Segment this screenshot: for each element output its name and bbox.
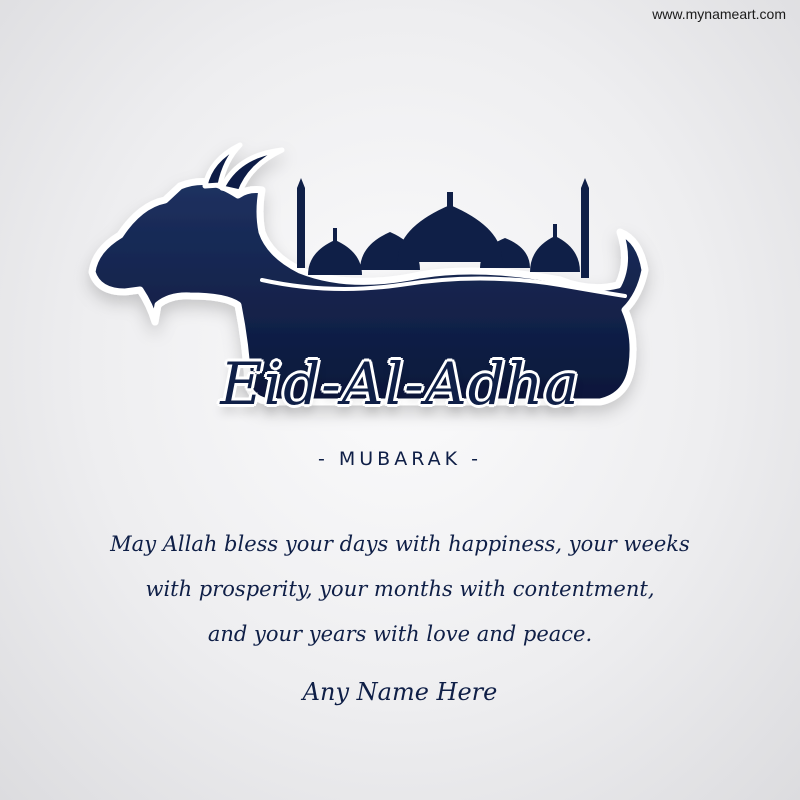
website-watermark: www.mynameart.com: [652, 6, 786, 22]
mosque-icon: [297, 160, 589, 278]
message-line: and your years with love and peace.: [207, 622, 593, 646]
greeting-message: [100, 522, 700, 657]
sender-name: Any Name Here: [302, 678, 498, 706]
card-subtitle: - MUBARAK -: [317, 448, 482, 470]
title-container: [0, 350, 800, 418]
card-title: Eid-Al-Adha: [220, 350, 580, 418]
message-line: May Allah bless your days with happiness, your weeks: [110, 532, 690, 556]
message-line: with prosperity, your months with contentment,: [145, 577, 655, 601]
